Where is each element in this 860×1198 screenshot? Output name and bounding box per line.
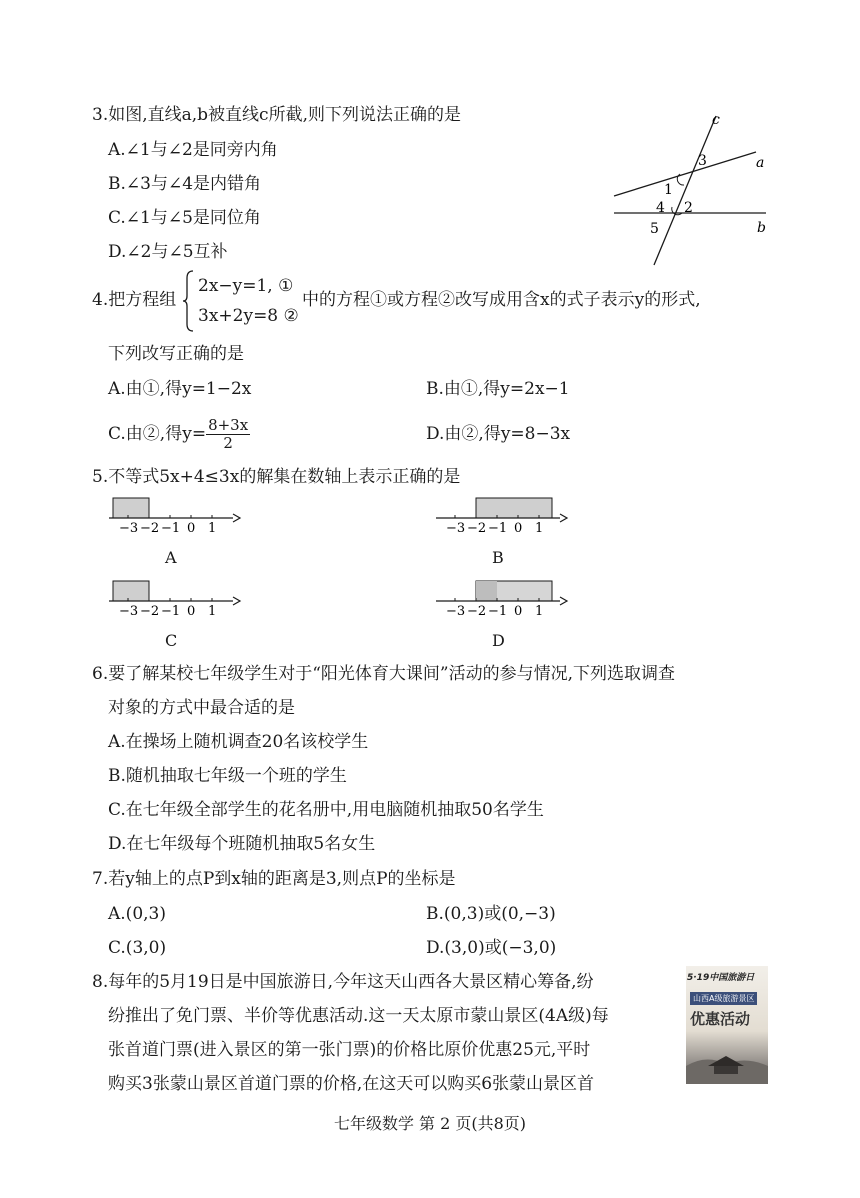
q4-equation-1: 2x−y=1, ① bbox=[198, 276, 294, 296]
q6-option-b: B.随机抽取七年级一个班的学生 bbox=[108, 766, 347, 786]
page-footer: 七年级数学 第 2 页(共8页) bbox=[333, 1114, 527, 1133]
q6-option-c: C.在七年级全部学生的花名册中,用电脑随机抽取50名学生 bbox=[108, 800, 544, 820]
tick-label: 0 bbox=[187, 521, 196, 533]
q6-option-a: A.在操场上随机调查20名该校学生 bbox=[108, 732, 369, 752]
tick-label: 1 bbox=[208, 521, 217, 533]
tick-label: −2 bbox=[140, 521, 160, 533]
shaded-region bbox=[476, 498, 552, 518]
tick-label: 0 bbox=[514, 521, 523, 533]
fraction-denominator: 2 bbox=[223, 434, 233, 452]
tourism-promo-image bbox=[686, 966, 768, 1084]
number-line-c bbox=[105, 576, 245, 616]
q8-line2: 纷推出了免门票、半价等优惠活动.这一天太原市蒙山景区(4A级)每 bbox=[108, 1006, 609, 1026]
option-label-c: C bbox=[165, 631, 178, 650]
number-line-b bbox=[432, 493, 572, 533]
tick-label: 0 bbox=[514, 604, 523, 616]
option-label-a: A bbox=[165, 548, 177, 567]
q7-stem: 7.若y轴上的点P到x轴的距离是3,则点P的坐标是 bbox=[92, 869, 456, 889]
q8-line3: 张首道门票(进入景区的第一张门票)的价格比原价优惠25元,平时 bbox=[108, 1040, 591, 1060]
q3-option-b: B.∠3与∠4是内错角 bbox=[108, 174, 262, 194]
tick-label: −2 bbox=[140, 604, 160, 616]
tick-label: −1 bbox=[161, 604, 181, 616]
fraction-numerator: 8+3x bbox=[208, 416, 249, 434]
tick-label: −2 bbox=[467, 604, 487, 616]
q3-figure bbox=[600, 108, 780, 273]
label-line-c: c bbox=[712, 112, 720, 128]
tick-label: 1 bbox=[535, 604, 544, 616]
label-line-b: b bbox=[757, 220, 766, 236]
temple-silhouette bbox=[686, 1036, 768, 1084]
q7-option-d: D.(3,0)或(−3,0) bbox=[426, 938, 557, 958]
q3-option-a: A.∠1与∠2是同旁内角 bbox=[108, 140, 278, 160]
q5-stem: 5.不等式5x+4≤3x的解集在数轴上表示正确的是 bbox=[92, 467, 461, 487]
tick-label: −3 bbox=[446, 604, 466, 616]
q4-option-c bbox=[108, 414, 250, 454]
shaded-region bbox=[113, 581, 149, 601]
q4-stem-suffix: 中的方程①或方程②改写成用含x的式子表示y的形式, bbox=[302, 290, 701, 310]
option-label-d: D bbox=[492, 631, 505, 650]
q6-option-d: D.在七年级每个班随机抽取5名女生 bbox=[108, 834, 376, 854]
tick-label: −1 bbox=[488, 521, 508, 533]
q4-option-b: B.由①,得y=2x−1 bbox=[426, 379, 570, 399]
q6-stem-line1: 6.要了解某校七年级学生对于“阳光体育大课间”活动的参与情况,下列选取调查 bbox=[92, 664, 676, 684]
tick-label: 0 bbox=[187, 604, 196, 616]
tick-label: −3 bbox=[119, 604, 139, 616]
q4-option-c-prefix: C.由②,得y= bbox=[108, 424, 207, 444]
label-angle-3: 3 bbox=[698, 153, 707, 169]
promo-title: 5·19中国旅游日 bbox=[687, 973, 755, 983]
q4-option-c-fraction bbox=[206, 417, 250, 452]
q7-option-a: A.(0,3) bbox=[108, 904, 166, 924]
promo-slogan: 优惠活动 bbox=[690, 1010, 751, 1028]
tick-label: −1 bbox=[161, 521, 181, 533]
q4-stem-line2: 下列改写正确的是 bbox=[108, 344, 244, 364]
tick-label: −1 bbox=[488, 604, 508, 616]
tick-label: −3 bbox=[119, 521, 139, 533]
tick-label: −3 bbox=[446, 521, 466, 533]
promo-banner: 山西A级旅游景区 bbox=[690, 992, 757, 1005]
q8-line4: 购买3张蒙山景区首道门票的价格,在这天可以购买6张蒙山景区首 bbox=[108, 1074, 595, 1094]
q8-line1: 8.每年的5月19日是中国旅游日,今年这天山西各大景区精心筹备,纷 bbox=[92, 972, 594, 992]
q4-option-d: D.由②,得y=8−3x bbox=[426, 424, 571, 444]
q4-option-a: A.由①,得y=1−2x bbox=[108, 379, 252, 399]
q3-option-c: C.∠1与∠5是同位角 bbox=[108, 208, 261, 228]
q6-stem-line2: 对象的方式中最合适的是 bbox=[108, 698, 295, 718]
shaded-region bbox=[113, 498, 149, 518]
number-line-a bbox=[105, 493, 245, 533]
option-label-b: B bbox=[492, 548, 504, 567]
q7-option-c: C.(3,0) bbox=[108, 938, 167, 958]
tick-label: 1 bbox=[208, 604, 217, 616]
tick-label: −2 bbox=[467, 521, 487, 533]
tick-label: 1 bbox=[535, 521, 544, 533]
label-angle-5: 5 bbox=[650, 221, 659, 237]
q3-option-d: D.∠2与∠5互补 bbox=[108, 242, 228, 262]
q4-stem-prefix: 4.把方程组 bbox=[92, 290, 177, 310]
label-angle-1: 1 bbox=[664, 182, 673, 198]
label-line-a: a bbox=[756, 155, 765, 171]
q7-option-b: B.(0,3)或(0,−3) bbox=[426, 904, 556, 924]
number-line-d bbox=[432, 576, 572, 616]
label-angle-2: 2 bbox=[684, 200, 693, 216]
q4-equation-2: 3x+2y=8 ② bbox=[198, 306, 299, 326]
label-angle-4: 4 bbox=[656, 200, 665, 216]
q3-stem: 3.如图,直线a,b被直线c所截,则下列说法正确的是 bbox=[92, 105, 461, 125]
system-brace bbox=[182, 270, 194, 332]
